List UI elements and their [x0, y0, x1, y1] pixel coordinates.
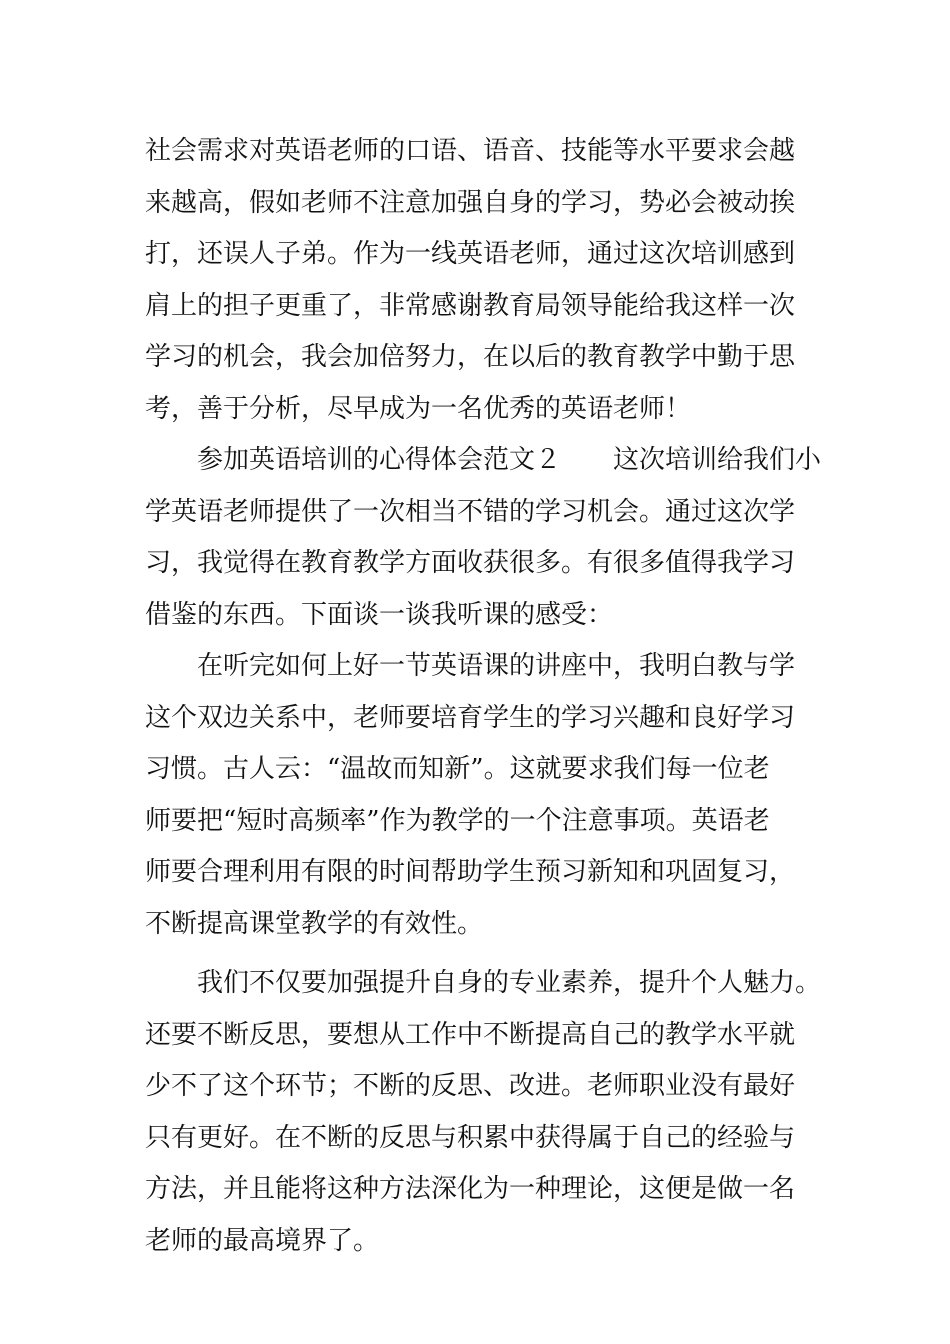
text-line: 借鉴的东西。下面谈一谈我听课的感受： [145, 599, 614, 630]
text-line: 来越高，假如老师不注意加强自身的学习，势必会被动挨 [145, 187, 796, 218]
text-line: 学习的机会，我会加倍努力，在以后的教育教学中勤于思 [145, 342, 796, 372]
text-line: 社会需求对英语老师的口语、语音、技能等水平要求会越 [145, 136, 796, 166]
text-line: 师要把“短时高频率”作为教学的一个注意事项。英语老 [145, 805, 770, 836]
text-line: 习惯。古人云：“温故而知新”。这就要求我们每一位老 [145, 754, 770, 784]
text-line: 打，还误人子弟。作为一线英语老师，通过这次培训感到 [145, 239, 796, 269]
text-line: 少不了这个环节；不断的反思、改进。老师职业没有最好 [145, 1071, 796, 1101]
text-fragment: 这次培训给我们小 [613, 445, 822, 475]
section-heading: 参加英语培训的心得体会范文２ [197, 445, 562, 475]
text-line: 考，善于分析，尽早成为一名优秀的英语老师！ [145, 393, 692, 424]
document-body [145, 126, 835, 1267]
text-line: 学英语老师提供了一次相当不错的学习机会。通过这次学 [145, 496, 796, 527]
text-line: 只有更好。在不断的反思与积累中获得属于自己的经验与 [145, 1122, 796, 1153]
text-line: 还要不断反思，要想从工作中不断提高自己的教学水平就 [145, 1019, 796, 1050]
text-line: 师要合理利用有限的时间帮助学生预习新知和巩固复习， [145, 857, 796, 887]
text-line: 在听完如何上好一节英语课的讲座中，我明白教与学 [197, 651, 796, 681]
text-line: 不断提高课堂教学的有效性。 [145, 908, 484, 939]
text-line: 肩上的担子更重了，非常感谢教育局领导能给我这样一次 [145, 290, 796, 321]
text-line: 这个双边关系中，老师要培育学生的学习兴趣和良好学习 [145, 702, 796, 733]
text-line: 习，我觉得在教育教学方面收获很多。有很多值得我学习 [145, 548, 796, 578]
text-line: 我们不仅要加强提升自身的专业素养，提升个人魅力。 [197, 968, 822, 998]
text-line: 方法，并且能将这种方法深化为一种理论，这便是做一名 [145, 1174, 796, 1204]
text-line: 老师的最高境界了。 [145, 1225, 380, 1256]
section-heading-line [145, 435, 835, 487]
